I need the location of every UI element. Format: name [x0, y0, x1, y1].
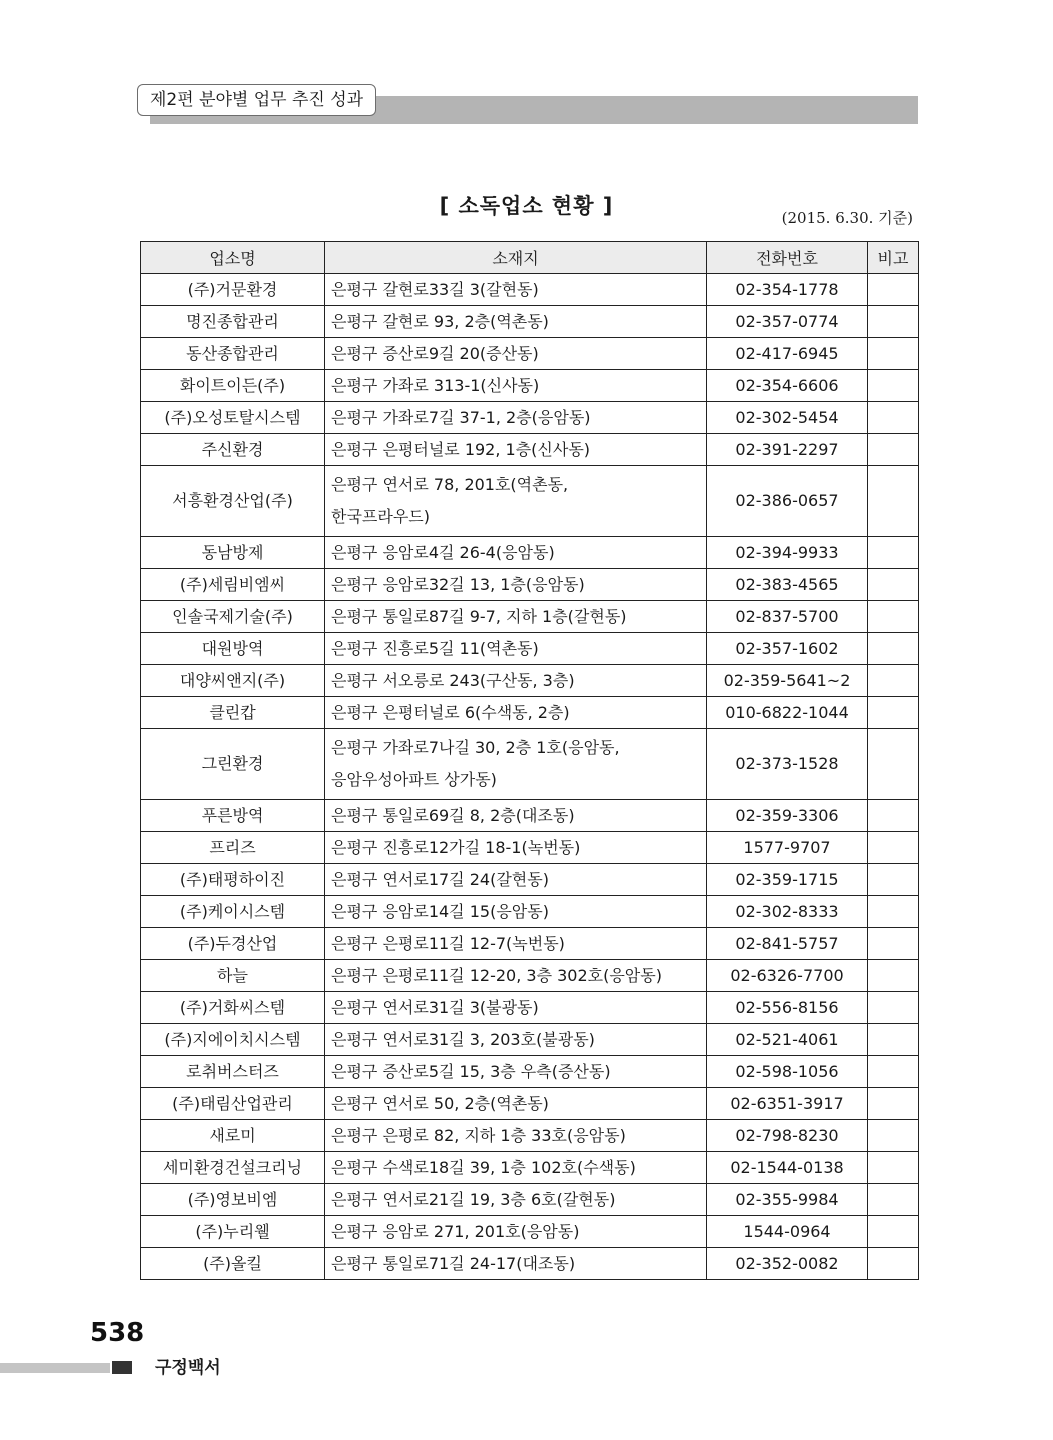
section-label: 제2편 분야별 업무 추진 성과 [137, 84, 376, 116]
table-header-row [141, 242, 919, 274]
business-name-cell: 로취버스터즈 [141, 1056, 325, 1088]
note-cell [868, 1216, 919, 1248]
address-cell: 은평구 증산로5길 15, 3층 우측(증산동) [325, 1056, 707, 1088]
table-row [141, 960, 919, 992]
table-row [141, 1184, 919, 1216]
business-name-cell: 하늘 [141, 960, 325, 992]
note-cell [868, 537, 919, 569]
note-cell [868, 569, 919, 601]
business-name-cell: 동산종합관리 [141, 338, 325, 370]
table-row [141, 633, 919, 665]
note-cell [868, 601, 919, 633]
address-cell: 은평구 연서로31길 3, 203호(불광동) [325, 1024, 707, 1056]
note-cell [868, 896, 919, 928]
address-cell: 은평구 증산로9길 20(증산동) [325, 338, 707, 370]
business-name-cell: (주)두경산업 [141, 928, 325, 960]
phone-cell: 02-359-1715 [707, 864, 868, 896]
business-name-cell: 인솔국제기술(주) [141, 601, 325, 633]
note-cell [868, 992, 919, 1024]
note-cell [868, 1120, 919, 1152]
note-cell [868, 633, 919, 665]
business-name-cell: 새로미 [141, 1120, 325, 1152]
address-cell: 은평구 은평터널로 192, 1층(신사동) [325, 434, 707, 466]
footer-square [112, 1361, 132, 1374]
address-cell: 은평구 응암로4길 26-4(응암동) [325, 537, 707, 569]
phone-cell: 02-556-8156 [707, 992, 868, 1024]
business-name-cell: (주)거화씨스템 [141, 992, 325, 1024]
address-cell: 은평구 통일로87길 9-7, 지하 1층(갈현동) [325, 601, 707, 633]
address-cell: 은평구 연서로21길 19, 3층 6호(갈현동) [325, 1184, 707, 1216]
phone-cell: 02-354-1778 [707, 274, 868, 306]
business-name-cell: 동남방제 [141, 537, 325, 569]
address-cell: 은평구 갈현로 93, 2층(역촌동) [325, 306, 707, 338]
phone-cell: 02-355-9984 [707, 1184, 868, 1216]
phone-cell: 1544-0964 [707, 1216, 868, 1248]
address-cell: 은평구 응암로14길 15(응암동) [325, 896, 707, 928]
note-cell [868, 960, 919, 992]
note-cell [868, 274, 919, 306]
note-cell [868, 1024, 919, 1056]
business-name-cell: (주)영보비엠 [141, 1184, 325, 1216]
business-name-cell: (주)세림비엠씨 [141, 569, 325, 601]
table-row [141, 1024, 919, 1056]
business-name-cell: 클린캅 [141, 697, 325, 729]
note-cell [868, 800, 919, 832]
table-row [141, 1056, 919, 1088]
address-cell: 은평구 은평로11길 12-20, 3층 302호(응암동) [325, 960, 707, 992]
table-row [141, 434, 919, 466]
column-header-name: 업소명 [141, 242, 325, 274]
as-of-date: (2015. 6.30. 기준) [781, 209, 913, 227]
column-header-address: 소재지 [325, 242, 707, 274]
address-cell: 은평구 은평로 82, 지하 1층 33호(응암동) [325, 1120, 707, 1152]
table-row [141, 306, 919, 338]
phone-cell: 02-357-0774 [707, 306, 868, 338]
address-cell: 은평구 은평터널로 6(수색동, 2층) [325, 697, 707, 729]
table-row [141, 832, 919, 864]
table-row [141, 864, 919, 896]
address-cell: 은평구 연서로17길 24(갈현동) [325, 864, 707, 896]
table-row [141, 569, 919, 601]
business-name-cell: 주신환경 [141, 434, 325, 466]
table-row [141, 800, 919, 832]
address-cell: 은평구 응암로32길 13, 1층(응암동) [325, 569, 707, 601]
phone-cell: 02-386-0657 [707, 466, 868, 537]
phone-cell: 02-359-3306 [707, 800, 868, 832]
phone-cell: 02-357-1602 [707, 633, 868, 665]
table-row [141, 1120, 919, 1152]
business-name-cell: (주)올킬 [141, 1248, 325, 1280]
phone-cell: 02-302-8333 [707, 896, 868, 928]
note-cell [868, 338, 919, 370]
table-row [141, 370, 919, 402]
phone-cell: 02-354-6606 [707, 370, 868, 402]
table-row [141, 992, 919, 1024]
business-name-cell: 서흥환경산업(주) [141, 466, 325, 537]
phone-cell: 02-391-2297 [707, 434, 868, 466]
address-cell: 은평구 진흥로12가길 18-1(녹번동) [325, 832, 707, 864]
page-number: 538 [90, 1318, 145, 1348]
phone-cell: 02-6351-3917 [707, 1088, 868, 1120]
phone-cell: 02-352-0082 [707, 1248, 868, 1280]
table-row [141, 1152, 919, 1184]
note-cell [868, 1056, 919, 1088]
disinfection-business-table [140, 241, 919, 1280]
table-row [141, 1216, 919, 1248]
phone-cell: 02-394-9933 [707, 537, 868, 569]
table-row [141, 729, 919, 800]
note-cell [868, 729, 919, 800]
address-cell: 은평구 진흥로5길 11(역촌동) [325, 633, 707, 665]
table-row [141, 896, 919, 928]
phone-cell: 02-383-4565 [707, 569, 868, 601]
table-row [141, 338, 919, 370]
address-cell: 은평구 수색로18길 39, 1층 102호(수색동) [325, 1152, 707, 1184]
business-name-cell: (주)오성토탈시스템 [141, 402, 325, 434]
business-name-cell: 프리즈 [141, 832, 325, 864]
note-cell [868, 370, 919, 402]
business-name-cell: (주)지에이치시스템 [141, 1024, 325, 1056]
table-row [141, 1088, 919, 1120]
book-title: 구정백서 [155, 1358, 221, 1378]
business-name-cell: 대원방역 [141, 633, 325, 665]
phone-cell: 02-837-5700 [707, 601, 868, 633]
address-cell: 은평구 가좌로7길 37-1, 2층(응암동) [325, 402, 707, 434]
note-cell [868, 466, 919, 537]
table-row [141, 274, 919, 306]
note-cell [868, 832, 919, 864]
phone-cell: 02-798-8230 [707, 1120, 868, 1152]
phone-cell: 010-6822-1044 [707, 697, 868, 729]
phone-cell: 02-841-5757 [707, 928, 868, 960]
phone-cell: 02-521-4061 [707, 1024, 868, 1056]
address-cell: 은평구 연서로31길 3(불광동) [325, 992, 707, 1024]
address-cell: 은평구 연서로 78, 201호(역촌동, 한국프라우드) [325, 466, 707, 537]
business-name-cell: (주)태림산업관리 [141, 1088, 325, 1120]
address-cell: 은평구 은평로11길 12-7(녹번동) [325, 928, 707, 960]
table-row [141, 466, 919, 537]
address-cell: 은평구 연서로 50, 2층(역촌동) [325, 1088, 707, 1120]
note-cell [868, 928, 919, 960]
address-cell: 은평구 응암로 271, 201호(응암동) [325, 1216, 707, 1248]
business-name-cell: (주)케이시스템 [141, 896, 325, 928]
note-cell [868, 306, 919, 338]
address-cell: 은평구 서오릉로 243(구산동, 3층) [325, 665, 707, 697]
table-row [141, 697, 919, 729]
table-row [141, 928, 919, 960]
business-name-cell: 명진종합관리 [141, 306, 325, 338]
phone-cell: 02-598-1056 [707, 1056, 868, 1088]
note-cell [868, 864, 919, 896]
table-row [141, 1248, 919, 1280]
note-cell [868, 402, 919, 434]
address-cell: 은평구 통일로69길 8, 2층(대조동) [325, 800, 707, 832]
phone-cell: 02-417-6945 [707, 338, 868, 370]
address-cell: 은평구 통일로71길 24-17(대조동) [325, 1248, 707, 1280]
table-row [141, 601, 919, 633]
note-cell [868, 1152, 919, 1184]
phone-cell: 02-373-1528 [707, 729, 868, 800]
table-row [141, 402, 919, 434]
business-name-cell: (주)누리웰 [141, 1216, 325, 1248]
note-cell [868, 697, 919, 729]
business-name-cell: (주)태평하이진 [141, 864, 325, 896]
phone-cell: 02-6326-7700 [707, 960, 868, 992]
table-row [141, 665, 919, 697]
note-cell [868, 434, 919, 466]
business-name-cell: 대양씨앤지(주) [141, 665, 325, 697]
address-cell: 은평구 가좌로 313-1(신사동) [325, 370, 707, 402]
note-cell [868, 1088, 919, 1120]
business-name-cell: (주)거문환경 [141, 274, 325, 306]
business-name-cell: 화이트이든(주) [141, 370, 325, 402]
business-name-cell: 그린환경 [141, 729, 325, 800]
address-cell: 은평구 갈현로33길 3(갈현동) [325, 274, 707, 306]
column-header-note: 비고 [868, 242, 919, 274]
phone-cell: 1577-9707 [707, 832, 868, 864]
column-header-phone: 전화번호 [707, 242, 868, 274]
table-title: [ 소독업소 현황 ] [439, 194, 614, 218]
phone-cell: 02-1544-0138 [707, 1152, 868, 1184]
note-cell [868, 1184, 919, 1216]
address-cell: 은평구 가좌로7나길 30, 2층 1호(응암동, 응암우성아파트 상가동) [325, 729, 707, 800]
business-name-cell: 세미환경건설크리닝 [141, 1152, 325, 1184]
note-cell [868, 665, 919, 697]
business-name-cell: 푸른방역 [141, 800, 325, 832]
note-cell [868, 1248, 919, 1280]
phone-cell: 02-359-5641~2 [707, 665, 868, 697]
footer-bar [0, 1363, 110, 1373]
table-row [141, 537, 919, 569]
phone-cell: 02-302-5454 [707, 402, 868, 434]
